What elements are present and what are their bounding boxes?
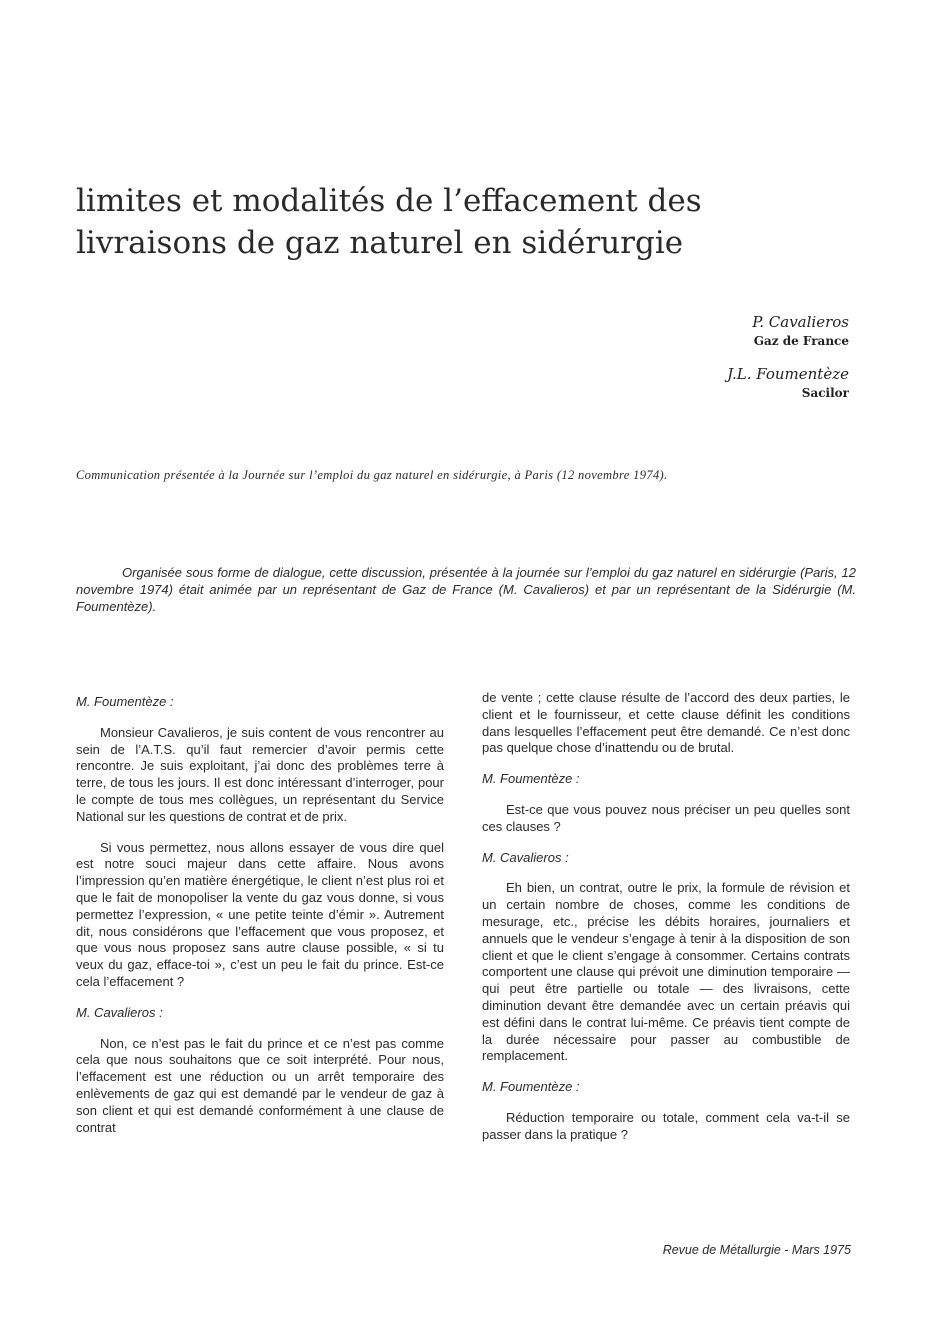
speaker-label: M. Cavalieros : — [482, 849, 569, 865]
title-line-1: limites et modalités de l’effacement des — [76, 183, 702, 219]
speaker-label: M. Foumentèze : — [482, 771, 580, 787]
title-line-2: livraisons de gaz naturel en sidérurgie — [76, 225, 684, 261]
left-column — [76, 694, 444, 1150]
dialogue-paragraph: de vente ; cette clause résulte de l’accord des deux parties, le client et le fournisseur, et cette clause définit les conditions dans lesquelles l’effacement peut être demandé. Ce n’est donc pas quelque chose d’inattendu ou de brutal. — [482, 690, 850, 756]
speaker-label: M. Foumentèze : — [76, 694, 174, 709]
author-affiliation: Sacilor — [801, 386, 849, 400]
dialogue-paragraph: Si vous permettez, nous allons essayer de vous dire quel est notre souci majeur dans cette affaire. Nous avons l’impression qu’en matière énergétique, le client n’est plus roi et que le fait de monopoliser la vente du gaz vous donne, si vous permettez l’expression, « une petite teinte d’émir ». Autrement dit, nous considérons que l’effacement que vous proposez, et que vous nous proposez sans autre clause possible, « si tu veux du gaz, efface-toi », c’est un peu le fait du prince. Est-ce cela l’effacement ? — [76, 839, 444, 989]
speaker-label: M. Cavalieros : — [76, 1004, 163, 1020]
author-name: P. Cavalieros — [752, 313, 849, 331]
author-foumenteze — [727, 364, 849, 402]
dialogue-paragraph: Non, ce n’est pas le fait du prince et ce n’est pas comme cela que nous souhaitons que ce soit interprété. Pour nous, l’effacement est une réduction ou un arrêt temporaire des enlèvements de gaz qui est demandé par le vendeur de gaz à son client et qui est demandé conformément à une clause de contrat — [76, 1035, 444, 1135]
author-name: J.L. Foumentèze — [727, 365, 849, 383]
right-column — [482, 690, 850, 1158]
dialogue-paragraph: Est-ce que vous pouvez nous préciser un peu quelles sont ces clauses ? — [482, 801, 850, 834]
article-title — [76, 180, 856, 264]
communication-note: Communication présentée à la Journée sur l’emploi du gaz naturel en sidérurgie, à Paris (12 novembre 1974). — [76, 468, 668, 482]
dialogue-paragraph: Monsieur Cavalieros, je suis content de vous rencontrer au sein de l’A.T.S. qu’il faut remercier d’avoir permis cette rencontre. Je suis exploitant, j’ai donc des problèmes terre à terre, de tous les jours. Il est donc intéressant d’interroger, pour le compte de tous mes collègues, un représentant du Service National sur les questions de contrat et de prix. — [76, 724, 444, 824]
author-affiliation: Gaz de France — [753, 334, 849, 348]
journal-footer: Revue de Métallurgie - Mars 1975 — [662, 1243, 851, 1257]
speaker-label: M. Foumentèze : — [482, 1079, 580, 1095]
author-cavalieros — [727, 312, 849, 350]
dialogue-paragraph: Eh bien, un contrat, outre le prix, la formule de révision et un certain nombre de choses, comme les conditions de mesurage, etc., précise les débits horaires, journaliers et annuels que le vendeur s’engage à tenir à la disposition de son client et que le client s’engage à consommer. Certains contrats comportent une clause qui prévoit une diminution temporaire — qui peut être partielle ou totale — des livraisons, cette diminution devant être demandée avec un certain préavis qui est défini dans le contrat lui-même. Ce préavis tient compte de la durée nécessaire pour passer au combustible de remplacement. — [482, 880, 850, 1064]
dialogue-paragraph: Réduction temporaire ou totale, comment cela va-t-il se passer dans la pratique ? — [482, 1109, 850, 1142]
author-list — [727, 312, 849, 402]
abstract: Organisée sous forme de dialogue, cette discussion, présentée à la journée sur l’emploi du gaz naturel en sidérurgie (Paris, 12 novembre 1974) était animée par un représentant de Gaz de France (M. Cavalieros) et par un représentant de la Sidérurgie (M. Foumentèze). — [76, 565, 856, 614]
